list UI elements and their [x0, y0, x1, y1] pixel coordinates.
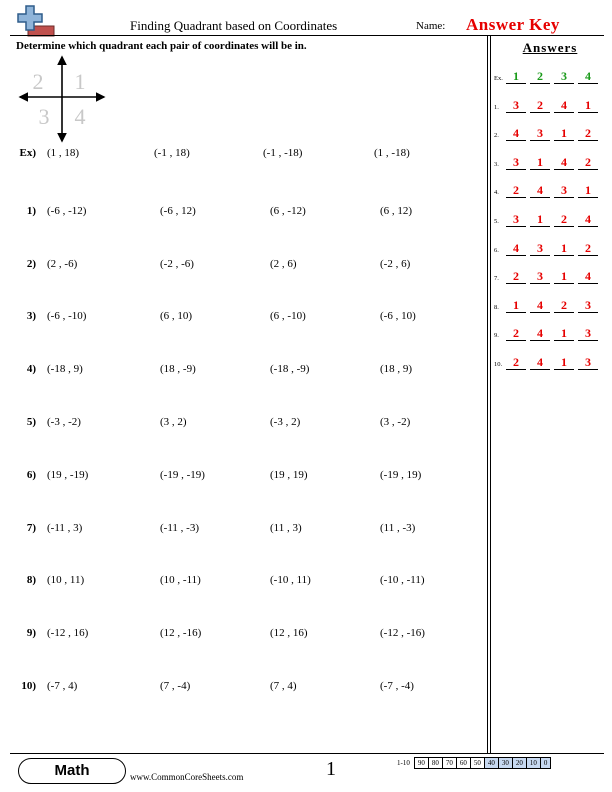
coordinate-pair: (18 , -9) [160, 363, 196, 376]
answer-value: 3 [506, 155, 526, 170]
coordinate-pair: (6 , -12) [270, 204, 306, 217]
answer-value: 3 [578, 326, 598, 341]
problem-label: 2) [26, 257, 36, 270]
answer-value: 2 [506, 355, 526, 370]
answer-value: 3 [578, 355, 598, 370]
answer-value: 3 [554, 183, 574, 198]
column-divider-left [487, 35, 488, 753]
answer-value: 4 [578, 212, 598, 227]
problem-label: 6) [26, 468, 36, 481]
answer-row-label: 6. [494, 246, 499, 254]
score-cell: 30 [498, 758, 512, 769]
answer-value: 2 [554, 298, 574, 313]
score-cell: 50 [470, 758, 484, 769]
quadrant-diagram [17, 55, 107, 145]
answer-value: 1 [554, 269, 574, 284]
score-cell: 0 [540, 758, 551, 769]
answer-value: 3 [578, 298, 598, 313]
answer-value: 1 [530, 212, 550, 227]
coordinate-pair: (-1 , 18) [154, 147, 190, 159]
answer-row-label: 10. [494, 361, 503, 368]
score-cell: 70 [442, 758, 456, 769]
answer-value: 4 [530, 355, 550, 370]
page-number: 1 [326, 758, 336, 780]
coordinate-pair: (2 , 6) [270, 257, 297, 270]
answer-value: 1 [506, 69, 526, 84]
problem-label: 3) [26, 310, 36, 323]
coordinate-pair: (19 , -19) [47, 468, 89, 481]
coordinate-pair: (6 , 10) [160, 310, 193, 323]
coordinate-pair: (11 , -3) [380, 521, 416, 534]
coordinate-pair: (-11 , 3) [47, 521, 83, 534]
answer-key-heading: Answer Key [466, 15, 560, 34]
answer-row-label: 1. [494, 103, 499, 111]
answer-value: 3 [554, 69, 574, 84]
answer-value: 4 [578, 269, 598, 284]
score-cell: 90 [414, 758, 428, 769]
answer-value: 2 [530, 98, 550, 113]
problem-label: 5) [26, 416, 36, 428]
score-cell: 40 [484, 758, 498, 769]
problem-label: 9) [26, 627, 36, 640]
site-url[interactable]: www.CommonCoreSheets.com [130, 772, 244, 782]
answer-value: 4 [530, 183, 550, 198]
coordinate-pair: (-12 , 16) [47, 627, 89, 640]
answer-value: 3 [530, 241, 550, 256]
column-divider-right [490, 35, 491, 753]
quadrant-label-3: 3 [38, 104, 50, 129]
answer-value: 1 [578, 98, 598, 113]
coordinate-pair: (3 , 2) [160, 416, 187, 428]
answer-value: 1 [530, 155, 550, 170]
problem-label: 1) [26, 204, 36, 217]
quadrant-label-1: 1 [74, 69, 86, 94]
answer-value: 2 [578, 241, 598, 256]
footer-divider [10, 753, 604, 754]
answer-row-label: 4. [494, 189, 499, 197]
coordinate-pair: (1 , 18) [47, 147, 80, 159]
problem-label: 8) [26, 574, 36, 587]
coordinate-pair: (-6 , 10) [380, 310, 416, 323]
answer-row-label: 3. [494, 160, 499, 168]
answer-value: 2 [578, 126, 598, 141]
answer-value: 1 [506, 298, 526, 313]
answer-value: 2 [554, 212, 574, 227]
answer-value: 4 [506, 126, 526, 141]
coordinate-pair: (-10 , 11) [270, 574, 311, 587]
coordinate-pair: (6 , 12) [380, 204, 413, 217]
answer-value: 4 [554, 98, 574, 113]
answer-value: 4 [530, 298, 550, 313]
answer-value: 1 [578, 183, 598, 198]
coordinate-pair: (10 , 11) [47, 574, 85, 587]
answer-value: 1 [554, 355, 574, 370]
coordinate-pair: (-6 , 12) [160, 204, 196, 217]
coordinate-pair: (11 , 3) [270, 521, 302, 534]
answer-row-label: 2. [494, 132, 499, 140]
answer-value: 3 [530, 269, 550, 284]
score-table [394, 757, 551, 769]
problem-label: 10) [21, 680, 36, 692]
answer-row-label: 5. [494, 218, 499, 225]
coordinate-pair: (-11 , -3) [160, 521, 199, 534]
coordinate-pair: (12 , -16) [160, 627, 202, 640]
problem-label: 4) [26, 363, 36, 376]
coordinate-pair: (-19 , -19) [160, 468, 205, 481]
coordinate-pair: (-6 , -12) [47, 204, 87, 217]
coordinate-pair: (-3 , -2) [47, 416, 81, 428]
coordinate-pair: (-2 , -6) [160, 257, 194, 270]
coordinate-pair: (12 , 16) [270, 627, 308, 640]
coordinate-pair: (6 , -10) [270, 310, 306, 323]
answer-row-label: Ex. [494, 75, 503, 82]
answer-value: 1 [554, 126, 574, 141]
score-cell: 80 [428, 758, 442, 769]
answer-value: 4 [506, 241, 526, 256]
score-cell: 10 [526, 758, 540, 769]
score-cell: 60 [456, 758, 470, 769]
answer-value: 1 [554, 241, 574, 256]
coordinate-pair: (-2 , 6) [380, 257, 411, 270]
problem-label: 7) [26, 521, 36, 534]
coordinate-pair: (7 , -4) [160, 680, 191, 692]
instructions: Determine which quadrant each pair of coordinates will be in. [16, 40, 307, 52]
coordinate-pair: (-18 , -9) [270, 363, 310, 376]
answer-value: 4 [578, 69, 598, 84]
answer-value: 2 [578, 155, 598, 170]
coordinate-pair: (-7 , 4) [47, 680, 78, 692]
coordinate-pair: (-7 , -4) [380, 680, 414, 692]
coordinate-pair: (-3 , 2) [270, 416, 301, 428]
coordinate-pair: (10 , -11) [160, 574, 201, 587]
answer-value: 2 [506, 326, 526, 341]
answer-value: 3 [506, 212, 526, 227]
coordinate-pair: (-6 , -10) [47, 310, 87, 323]
answer-row-label: 9. [494, 332, 499, 340]
answer-value: 3 [530, 126, 550, 141]
coordinate-pair: (2 , -6) [47, 257, 78, 270]
quadrant-label-4: 4 [74, 104, 86, 129]
coordinate-pair: (-18 , 9) [47, 363, 83, 376]
coordinate-pair: (-12 , -16) [380, 627, 425, 640]
answer-value: 4 [530, 326, 550, 341]
logo-icon [16, 4, 56, 38]
coordinate-pair: (-10 , -11) [380, 574, 425, 587]
page-title: Finding Quadrant based on Coordinates [130, 18, 338, 33]
answer-value: 2 [506, 183, 526, 198]
problem-label: Ex) [19, 147, 36, 159]
coordinate-pair: (1 , -18) [374, 147, 410, 159]
quadrant-label-2: 2 [32, 69, 44, 94]
coordinate-pair: (3 , -2) [380, 416, 411, 428]
name-label: Name: [416, 20, 446, 32]
coordinate-pair: (-1 , -18) [263, 147, 303, 159]
answer-value: 4 [554, 155, 574, 170]
answer-row-label: 7. [494, 275, 499, 283]
score-range-label: 1-10 [397, 759, 410, 767]
answer-value: 2 [506, 269, 526, 284]
answer-value: 3 [506, 98, 526, 113]
header-divider [10, 35, 604, 36]
score-cell: 20 [512, 758, 526, 769]
answer-value: 1 [554, 326, 574, 341]
coordinate-pair: (19 , 19) [270, 468, 308, 481]
coordinate-pair: (7 , 4) [270, 680, 297, 692]
subject-badge: Math [18, 758, 126, 784]
answer-row-label: 8. [494, 303, 499, 311]
coordinate-pair: (18 , 9) [380, 363, 413, 376]
coordinate-pair: (-19 , 19) [380, 468, 422, 481]
answer-value: 2 [530, 69, 550, 84]
answers-heading: Answers [522, 40, 578, 55]
